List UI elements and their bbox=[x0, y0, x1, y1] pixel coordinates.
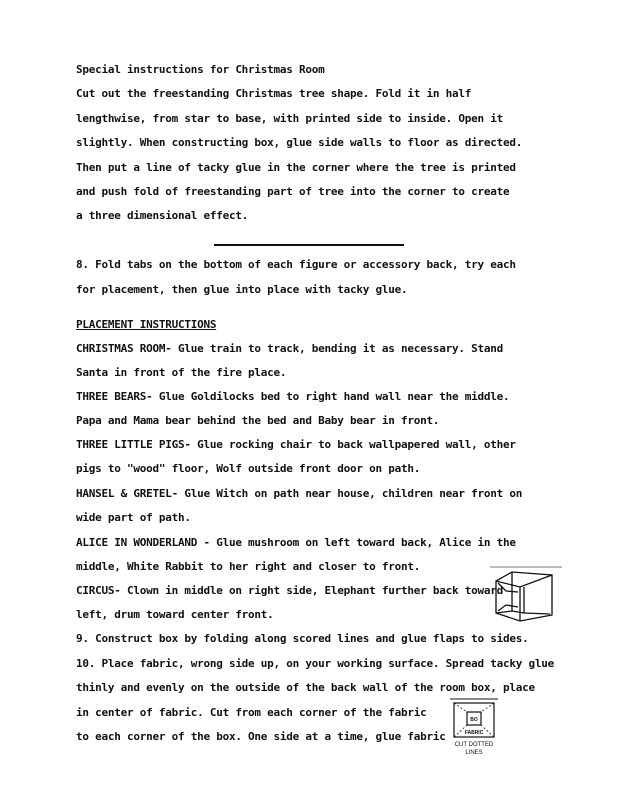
text-line: and push fold of freestanding part of tree into the corner to create bbox=[76, 185, 510, 198]
placement-line: Papa and Mama bear behind the bed and Baby bear in front. bbox=[76, 414, 440, 427]
placement-heading: PLACEMENT INSTRUCTIONS bbox=[76, 318, 217, 331]
step-9-line: 9. Construct box by folding along scored lines and glue flaps to sides. bbox=[76, 632, 529, 645]
fabric-label: FABRIC bbox=[464, 730, 484, 736]
placement-line: ALICE IN WONDERLAND - Glue mushroom on left toward back, Alice in the bbox=[76, 536, 516, 549]
box-label: BO bbox=[470, 717, 478, 723]
text-line: lengthwise, from star to base, with printed side to inside. Open it bbox=[76, 112, 503, 125]
caption-line2: LINES bbox=[465, 750, 483, 756]
step-10-line: in center of fabric. Cut from each corner of the fabric bbox=[76, 706, 427, 719]
section-divider bbox=[214, 244, 404, 246]
caption-line1: CUT DOTTED bbox=[454, 742, 494, 748]
fabric-cut-diagram bbox=[448, 697, 500, 761]
open-box-icon bbox=[484, 565, 564, 625]
placement-line: pigs to "wood" floor, Wolf outside front door on path. bbox=[76, 462, 421, 475]
step-10-line: to each corner of the box. One side at a time, glue fabric bbox=[76, 730, 446, 743]
placement-line: THREE LITTLE PIGS- Glue rocking chair to back wallpapered wall, other bbox=[76, 438, 516, 451]
placement-line: CHRISTMAS ROOM- Glue train to track, bending it as necessary. Stand bbox=[76, 342, 503, 355]
text-line: slightly. When constructing box, glue side walls to floor as directed. bbox=[76, 136, 523, 149]
placement-line: middle, White Rabbit to her right and closer to front. bbox=[76, 560, 421, 573]
text-line: Cut out the freestanding Christmas tree shape. Fold it in half bbox=[76, 87, 472, 100]
placement-line: Santa in front of the fire place. bbox=[76, 366, 287, 379]
step-8-line: 8. Fold tabs on the bottom of each figure or accessory back, try each bbox=[76, 258, 516, 271]
placement-line: wide part of path. bbox=[76, 511, 191, 524]
placement-line: THREE BEARS- Glue Goldilocks bed to right hand wall near the middle. bbox=[76, 390, 510, 403]
placement-line: left, drum toward center front. bbox=[76, 608, 274, 621]
placement-line: HANSEL & GRETEL- Glue Witch on path near house, children near front on bbox=[76, 487, 523, 500]
step-10-line: 10. Place fabric, wrong side up, on your working surface. Spread tacky glue bbox=[76, 657, 554, 670]
placement-line: CIRCUS- Clown in middle on right side, Elephant further back toward bbox=[76, 584, 503, 597]
text-line: Then put a line of tacky glue in the corner where the tree is printed bbox=[76, 161, 516, 174]
text-line: a three dimensional effect. bbox=[76, 209, 249, 222]
step-10-line: thinly and evenly on the outside of the back wall of the room box, place bbox=[76, 681, 535, 694]
christmas-heading: Special instructions for Christmas Room bbox=[76, 63, 325, 76]
step-8-line: for placement, then glue into place with tacky glue. bbox=[76, 283, 408, 296]
